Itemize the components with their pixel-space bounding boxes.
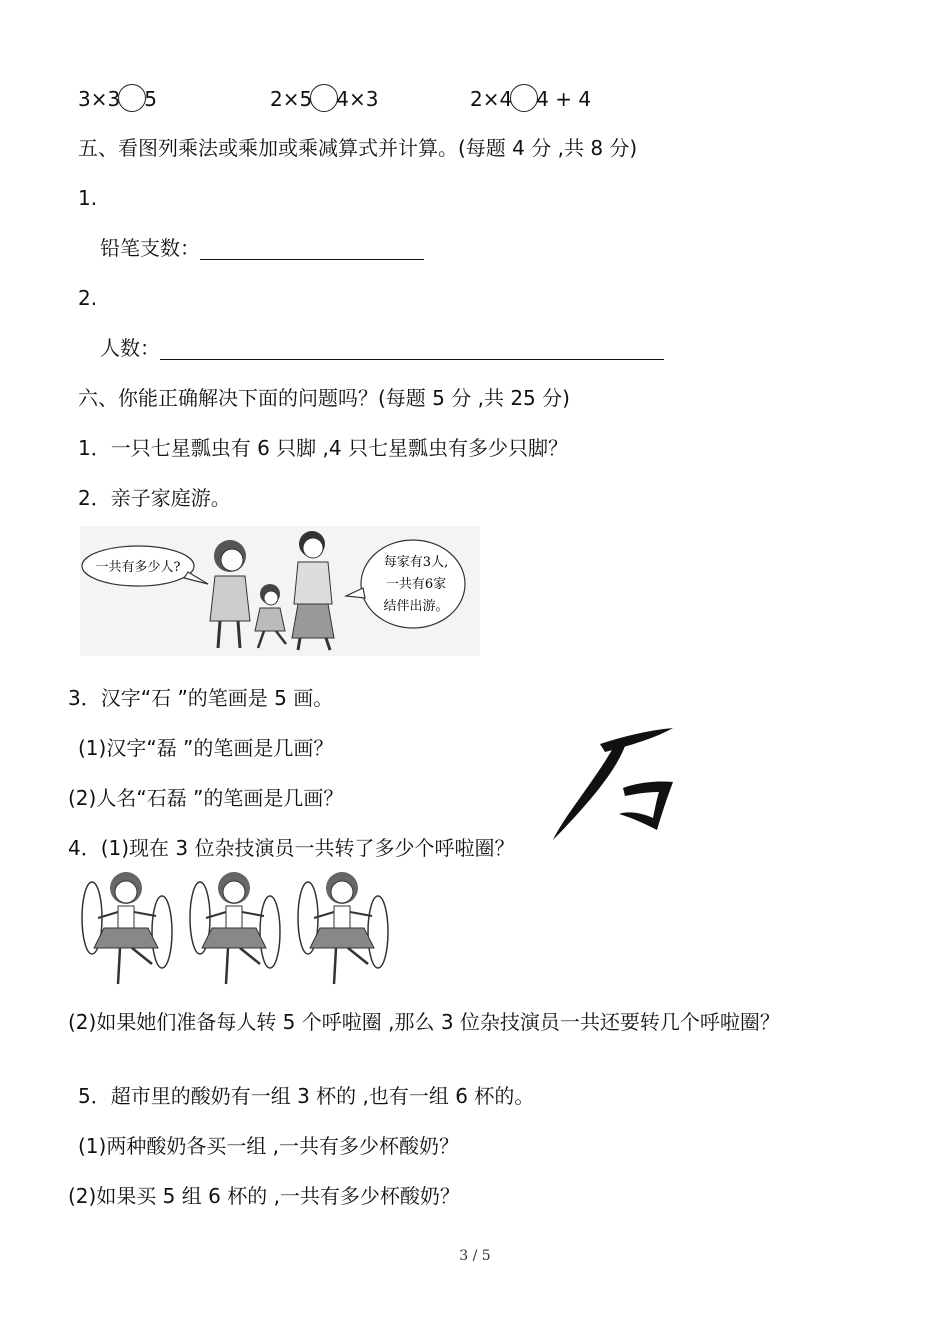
compare-c-right: 4 + 4 [536, 87, 592, 111]
compare-row [78, 84, 157, 112]
question-yogurt-both: (1)两种酸奶各买一组 ,一共有多少杯酸奶？ [78, 1134, 460, 1158]
section5-q2-number: 2. [78, 286, 98, 310]
section5-q1-number: 1. [78, 186, 98, 210]
pencil-count-row [100, 236, 424, 260]
right-bubble-line-2: 一共有6家 [385, 577, 447, 592]
people-count-row [100, 336, 664, 360]
question-family-trip: 2．亲子家庭游。 [78, 486, 231, 510]
compare-row-b [270, 84, 378, 112]
compare-row-c [470, 84, 591, 112]
acrobat-3 [298, 872, 388, 984]
question-name-strokes: (2)人名“石磊 ”的笔画是几画？ [68, 786, 344, 810]
question-stone-strokes: 3．汉字“石 ”的笔画是 5 画。 [68, 686, 334, 710]
pencil-count-answer-blank[interactable] [200, 239, 424, 260]
question-hula-hoops-now: 4．(1)现在 3 位杂技演员一共转了多少个呼啦圈？ [68, 836, 515, 860]
compare-b-right: 4×3 [336, 87, 379, 111]
compare-b-left: 2×5 [270, 87, 313, 111]
section6-title: 六、你能正确解决下面的问题吗？(每题 5 分 ,共 25 分) [78, 386, 570, 410]
people-count-label: 人数： [100, 336, 160, 360]
acrobat-1 [82, 872, 172, 984]
compare-c-left: 2×4 [470, 87, 513, 111]
family-trip-illustration [80, 526, 480, 656]
question-hula-hoops-plan: (2)如果她们准备每人转 5 个呼啦圈 ,那么 3 位杂技演员一共还要转几个呼啦圈？ [68, 1010, 780, 1034]
acrobat-2 [190, 872, 280, 984]
compare-a-left: 3×3 [78, 87, 121, 111]
question-ladybug: 1．一只七星瓢虫有 6 只脚 ,4 只七星瓢虫有多少只脚？ [78, 436, 568, 460]
compare-a-right: 5 [144, 87, 157, 111]
left-bubble-text: 一共有多少人? [95, 560, 181, 575]
compare-circle-b[interactable] [310, 84, 338, 112]
compare-circle-a[interactable] [118, 84, 146, 112]
calligraphy-shi-character [545, 722, 685, 852]
question-yogurt-five-groups: (2)如果买 5 组 6 杯的 ,一共有多少杯酸奶？ [68, 1184, 460, 1208]
right-bubble-line-1: 每家有3人, [383, 555, 449, 570]
compare-circle-c[interactable] [510, 84, 538, 112]
question-yogurt: 5．超市里的酸奶有一组 3 杯的 ,也有一组 6 杯的。 [78, 1084, 535, 1108]
acrobats-illustration [74, 866, 400, 990]
people-count-answer-blank[interactable] [160, 339, 664, 360]
right-bubble-line-3: 结伴出游。 [383, 599, 449, 614]
section5-title: 五、看图列乘法或乘加或乘减算式并计算。(每题 4 分 ,共 8 分) [78, 136, 638, 160]
page-number: 3 / 5 [459, 1248, 491, 1264]
pencil-count-label: 铅笔支数： [100, 236, 200, 260]
question-lei-strokes: (1)汉字“磊 ”的笔画是几画？ [78, 736, 334, 760]
